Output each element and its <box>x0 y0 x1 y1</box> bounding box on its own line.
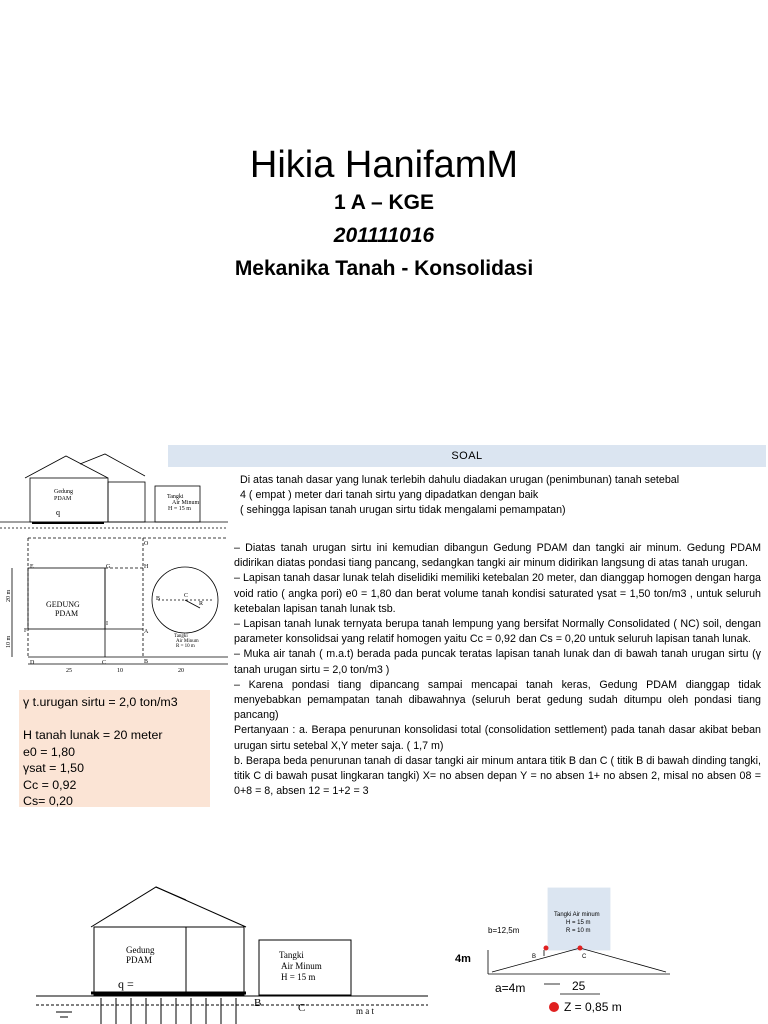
point-label: H <box>144 564 149 570</box>
course-title: Mekanika Tanah - Konsolidasi <box>234 257 534 280</box>
tank-label: H = 15 m <box>566 920 591 926</box>
point-label: B <box>156 596 161 602</box>
point-label: C <box>298 1002 306 1014</box>
intro-text <box>240 473 760 519</box>
class-label: 1 A – KGE <box>334 191 434 214</box>
tank-label: R = 10 m <box>566 928 591 934</box>
load-label: q = <box>118 977 134 991</box>
dim-label: 20 <box>178 668 184 674</box>
point-c-dot <box>578 946 583 951</box>
dim-label: 10 <box>117 668 123 674</box>
paragraph: – Diatas tanah urugan sirtu ini kemudian dibangun Gedung PDAM dan tangki air minum. Gedung PDAM didirikan diatas pondasi tiang pancang, sedangkan tangki air minum didirikan langsung di atas tanah urugan. <box>234 542 761 570</box>
point-label: O <box>144 541 149 547</box>
point-label: A <box>144 629 149 635</box>
intro-line: 4 ( empat ) meter dari tanah sirtu yang dipadatkan dengan baik <box>240 489 539 502</box>
plan-building <box>28 568 105 629</box>
plan-tank-label: R = 10 m <box>176 644 195 649</box>
a-label: a=4m <box>495 981 526 995</box>
param-line: e0 = 1,80 <box>23 744 76 759</box>
height-label: 4m <box>455 953 471 965</box>
building-body <box>94 927 244 995</box>
intro-line: Di atas tanah dasar yang lunak terlebih dahulu diadakan urugan (penimbunan) tanah setebal <box>240 474 680 486</box>
building-label: PDAM <box>126 955 153 965</box>
tank-label: Tangki Air minum <box>554 912 600 918</box>
section-diagram <box>36 880 428 1024</box>
point-b-dot <box>544 946 549 951</box>
paragraph: – Muka air tanah ( m.a.t) berada pada puncak teratas lapisan tanah lunak dan di bawah tanah urugan sirtu (γ tanah urugan sirtu = 2,0 ton/m3 ) <box>234 648 761 676</box>
site-diagram <box>0 452 228 674</box>
dim-label: 20 m <box>6 589 12 602</box>
building-label: Gedung <box>126 945 155 955</box>
problem-body <box>234 541 761 799</box>
dim-label: 10 m <box>6 635 12 648</box>
param-line: Cs= 0,20 <box>23 794 73 808</box>
tank-label: Tangki <box>279 950 304 960</box>
param-line: Cc = 0,92 <box>23 777 77 792</box>
param-line <box>23 711 210 728</box>
tank-rect <box>548 888 610 950</box>
tank-label: H = 15 m <box>281 972 316 982</box>
tank-label: Air Minum <box>281 961 322 971</box>
building-label: Gedung <box>54 489 73 495</box>
point-label: D <box>30 660 35 666</box>
point-label: C <box>102 660 107 666</box>
point-label: G <box>106 564 111 570</box>
tank-diagram <box>440 886 768 1024</box>
paragraph: – Karena pondasi tiang dipancang sampai mencapai tanah keras, Gedung PDAM dianggap tidak menyebabkan pemampatan tanah dibawahnya (seluruh berat gedung sudah ditumpu oleh pondasi tiang pancang) <box>234 678 761 722</box>
tank-label: H = 15 m <box>168 506 191 512</box>
page-title: Hikia HanifamM <box>249 144 519 186</box>
point-label: B <box>532 954 537 960</box>
z-label: Z = 0,85 m <box>564 1000 622 1014</box>
paragraph: – Lapisan tanah lunak ternyata berupa tanah lempung yang bersifat Normally Consolidated ( NC) soil, dengan parameter konsolidsai yang relatif homogen yaitu Cc = 0,92 dan Cs = 0,20 untuk seluruh lapisan tanah lunak. <box>234 618 761 646</box>
point-label: B <box>254 997 262 1009</box>
point-label: F <box>24 628 28 634</box>
param-line: H tanah lunak = 20 meter <box>23 728 163 742</box>
dim-label: 25 <box>572 979 586 993</box>
paragraph: b. Berapa beda penurunan tanah di dasar tangki air minum antara titik B dan C ( titik B di bawah dinding tangki, titik C di bawah pusat lingkaran tangki) X= no absen depan Y = no absen 1+ no absen 2, misal no absen 08 = 0+8 = 8, absen 12 = 1+2 = 3 <box>234 754 761 798</box>
tank-label: Tangki <box>167 494 184 500</box>
plan-building-label: GEDUNG <box>46 600 80 609</box>
intro-line: ( sehingga lapisan tanah urugan sirtu tidak mengalami pemampatan) <box>240 504 566 517</box>
plan-building-label: PDAM <box>55 609 79 618</box>
point-label: E <box>30 564 34 570</box>
z-dot <box>549 1002 559 1012</box>
point-label: I <box>106 621 108 627</box>
param-line: γ t.urugan sirtu = 2,0 ton/m3 <box>23 695 178 709</box>
point-label: C <box>184 593 189 599</box>
plan-tank-label: Tangki <box>174 634 188 639</box>
student-id: 201111016 <box>333 224 435 247</box>
building-label: PDAM <box>54 496 72 502</box>
dim-label: 25 <box>66 668 72 674</box>
parameter-box <box>19 690 210 807</box>
param-line: γsat = 1,50 <box>23 761 84 775</box>
paragraph: Pertanyaan : a. Berapa penurunan konsolidasi total (consolidation settlement) pada tanah dasar akibat beban urugan sirtu setebal X,Y meter saja. ( 1,7 m) <box>234 724 761 752</box>
b-label: b=12,5m <box>488 926 520 935</box>
load-label: q <box>56 508 60 517</box>
point-label: R <box>199 601 204 607</box>
tank-label: Air Minum <box>172 500 200 506</box>
soal-header: SOAL <box>168 445 766 467</box>
plan-tank-label: Air Minum <box>176 639 199 644</box>
water-label: m a t <box>356 1006 374 1016</box>
point-label: B <box>144 659 149 665</box>
paragraph: – Lapisan tanah dasar lunak telah diselidiki memiliki ketebalan 20 meter, dan dianggap homogen dengan harga void ratio ( angka pori) e0 = 1,80 dan berat volume tanah kondisi saturated γsat = 1,50 ton/m3 , untuk seluruh ketebalan lapisan tanah lunak tsb. <box>234 572 761 615</box>
point-label: C <box>582 954 587 960</box>
